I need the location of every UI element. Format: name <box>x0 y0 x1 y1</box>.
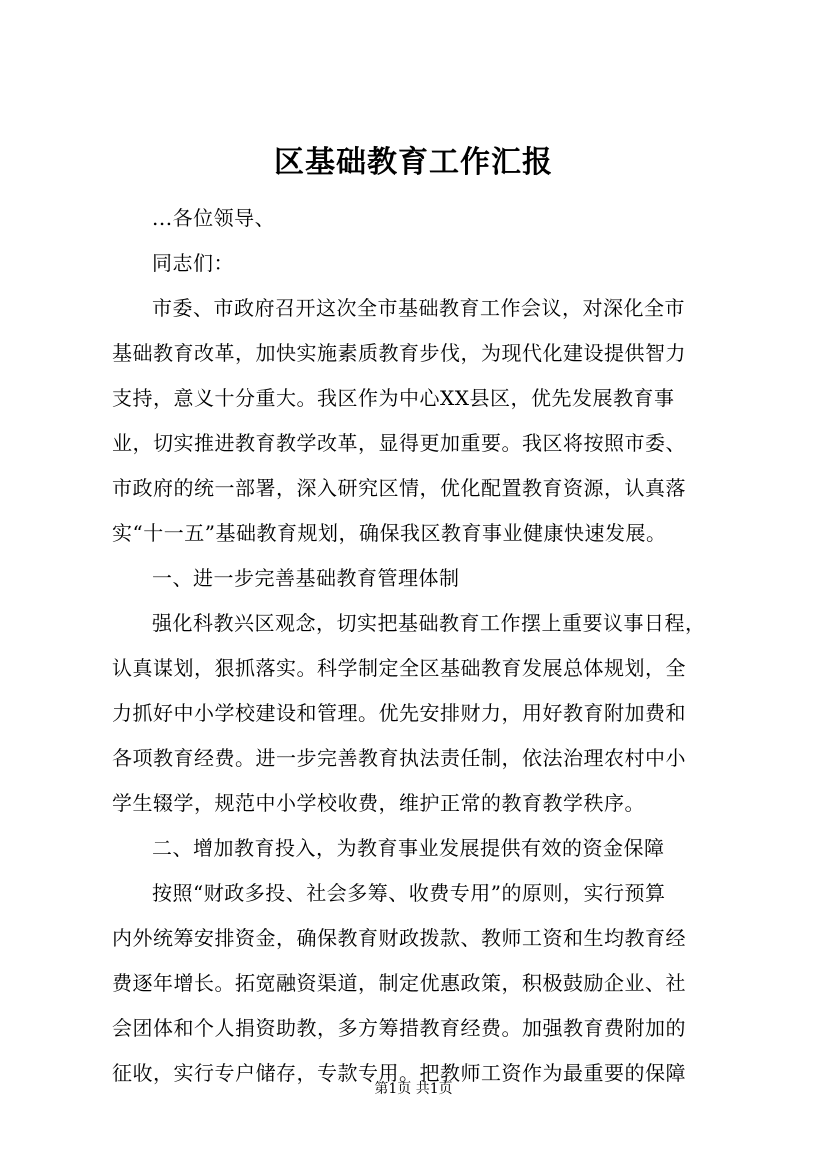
paragraph-line: 支持，意义十分重大。我区作为中心XX县区，优先发展教育事 <box>112 386 675 410</box>
paragraph-line: 认真谋划，狠抓落实。科学制定全区基础教育发展总体规划，全 <box>112 656 686 680</box>
paragraph-line: 各项教育经费。进一步完善教育执法责任制，依法治理农村中小 <box>112 746 686 770</box>
salutation-line: ...各位领导、 <box>152 206 276 230</box>
section-heading: 二、增加教育投入，为教育事业发展提供有效的资金保障 <box>152 836 665 860</box>
paragraph-line: 实“十一五”基础教育规划，确保我区教育事业健康快速发展。 <box>112 521 667 545</box>
salutation-line: 同志们： <box>152 251 234 275</box>
paragraph-line: 基础教育改革，加快实施素质教育步伐，为现代化建设提供智力 <box>112 341 686 365</box>
paragraph-line: 业，切实推进教育教学改革，显得更加重要。我区将按照市委、 <box>112 431 686 455</box>
paragraph-line: 征收，实行专户储存，专款专用。把教师工资作为最重要的保障 <box>112 1061 686 1085</box>
paragraph-line: 强化科教兴区观念，切实把基础教育工作摆上重要议事日程， <box>152 611 706 635</box>
page-footer: 第1页 共1页 <box>374 1081 453 1097</box>
paragraph-line: 费逐年增长。拓宽融资渠道，制定优惠政策，积极鼓励企业、社 <box>112 971 686 995</box>
paragraph-line: 按照“财政多投、社会多筹、收费专用”的原则，实行预算 <box>152 881 666 905</box>
document-title: 区基础教育工作汇报 <box>274 145 553 180</box>
paragraph-line: 力抓好中小学校建设和管理。优先安排财力，用好教育附加费和 <box>112 701 686 725</box>
paragraph-line: 市委、市政府召开这次全市基础教育工作会议，对深化全市 <box>152 296 685 320</box>
section-heading: 一、进一步完善基础教育管理体制 <box>152 566 460 590</box>
paragraph-line: 市政府的统一部署，深入研究区情，优化配置教育资源，认真落 <box>112 476 686 500</box>
paragraph-line: 内外统筹安排资金，确保教育财政拨款、教师工资和生均教育经 <box>112 926 686 950</box>
document-body <box>112 196 742 1096</box>
paragraph-line: 学生辍学，规范中小学校收费，维护正常的教育教学秩序。 <box>112 791 645 815</box>
paragraph-line: 会团体和个人捐资助教，多方筹措教育经费。加强教育费附加的 <box>112 1016 686 1040</box>
